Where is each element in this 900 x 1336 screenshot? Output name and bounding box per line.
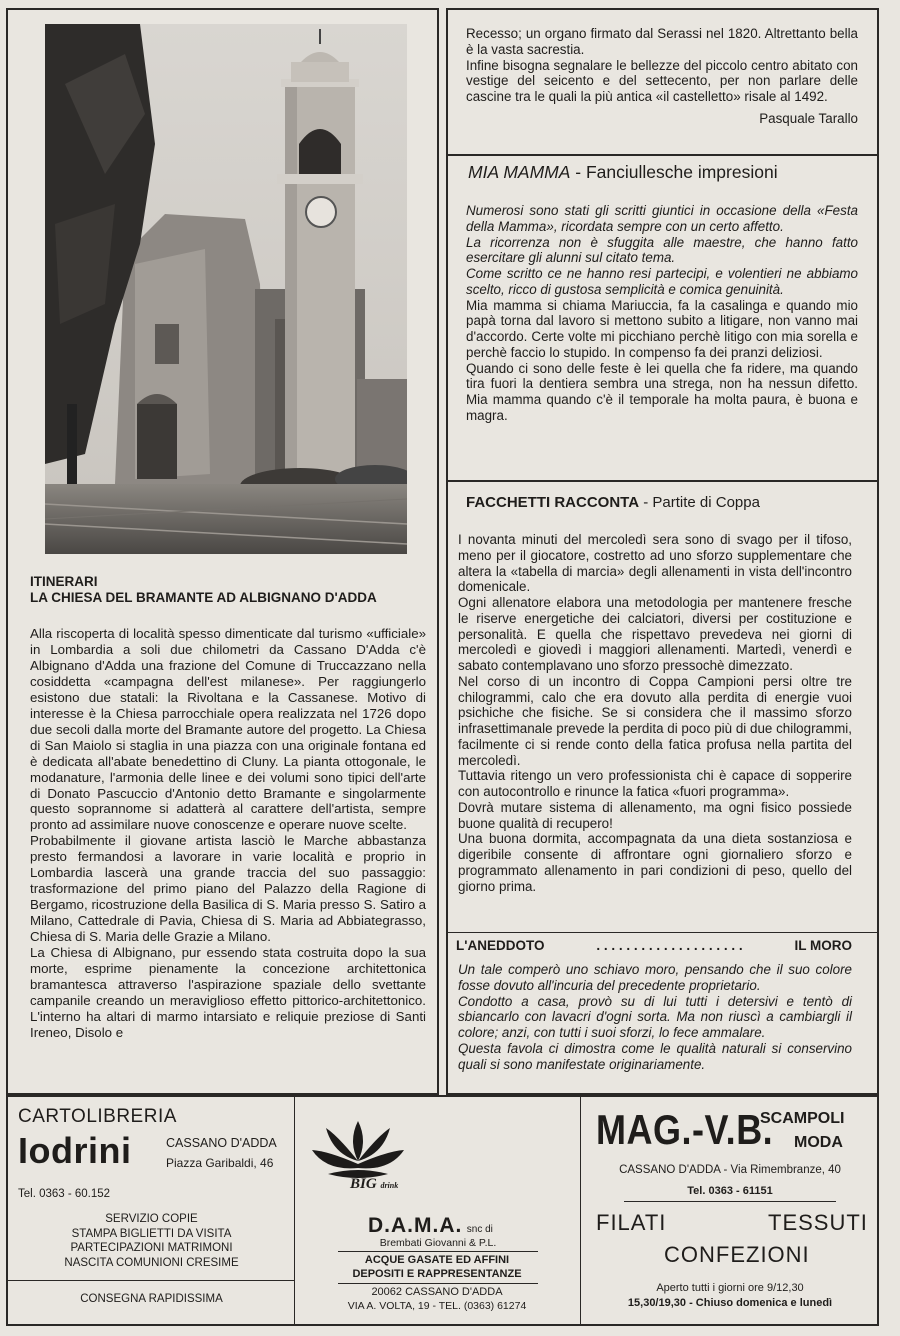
mag-phone: Tel. 0363 - 61151 [687,1185,773,1197]
ad-divider [294,1095,295,1326]
ad-cartolibreria [14,1100,289,1322]
facchetti-paragraph: Ogni allenatore elabora una metodologia per mantenere fresche le riserve energetiche dei calciatori, diversi per costituzione e personalità. E quella che rispettavo prevedeva nei giorni di mercoledì e giovedì i maggiori allenamenti. Martedì, venerdì e sabato contemplavano uno sforzo pressochè dimezzato. [458,595,852,673]
dama-line2: DEPOSITI E RAPPRESENTANZE [352,1268,522,1280]
mag-divider [624,1201,836,1202]
mag-name: MAG.-V.B. [596,1106,774,1154]
facchetti-paragraph: Una buona dormita, accompagnata da una dieta sostanziosa e digeribile consente di affrontare ogni giornaliero sforzo e programmato allenamento in pari condizioni di peso, quello del giorno prima. [458,831,852,894]
continuation-author: Pasquale Tarallo [759,110,858,126]
mamma-intro: Come scritto ce ne hanno resi partecipi, e volentieri ne abbiamo scelto, ricco di gustosa semplicità e comica genuinità. [466,266,858,297]
ad-mag-vb [584,1100,876,1322]
dama-suffix: snc di [466,1224,493,1235]
mag-hours2: 15,30/19,30 - Chiuso domenica e lunedì [627,1297,833,1309]
mag-filati: FILATI [596,1210,667,1235]
aneddoto-dots: . . . . . . . . . . . . . . . . . . . . [596,938,743,953]
cartolibreria-phone: Tel. 0363 - 60.152 [18,1188,111,1200]
itinerari-paragraph: Probabilmente il giovane artista lasciò le Marche abbastanza presto fermandosi a lavorare in varie località e proprio in Lombardia lascerà una grande traccia del suo passaggio: trasformazione del primo piano del Palazzo della Ragione di Bergamo, ricostruzione della Basilica di S. Maria presso S. Satiro a Milano, Cattedrale di Pavia, Chiesa di S. Maria ad Abbiategrasso, Chiesa di S. Maria delle Grazie a Milano. [30,833,426,945]
aneddoto-title: IL MORO [794,938,852,953]
itinerari-paragraph: La Chiesa di Albignano, pur essendo stata costruita dopo la sua morte, esprime pienamente la concezione architettonica bramantesca attraverso l'aspirazione spaziale dello svettante campanile creando un meraviglioso effetto pittorico-architettonico. L'interno ha altari di marmo intarsiato e reliquie preziose di Santi Ireneo, Disolo e [30,945,426,1040]
facchetti-paragraph: Dovrà mutare sistema di allenamento, ma ogni fisico possiede buone qualità di recupero! [458,799,852,831]
cartolibreria-services [14,1212,289,1270]
mamma-intro: La ricorrenza non è sfuggita alle maestre, che hanno fatto esercitare gli alunni sul citato tema. [466,234,858,266]
aneddoto-body [458,962,852,1073]
facchetti-paragraph: I novanta minuti del mercoledì sera sono di svago per il tifoso, meno per il giocatore, costretto ad uno sforzo supplementare che altera la «tabella di marcia» degli allenamenti in vista dell'incontro domenicale. [458,532,852,595]
aneddoto-label: L'ANEDDOTO [456,938,545,953]
mag-tag2: MODA [794,1134,843,1151]
aneddoto-paragraph: Questa favola ci dimostra come le qualità naturali si conservino quali si sono manifestate originariamente. [458,1040,852,1072]
itinerari-body [30,626,426,1041]
dama-name: D.A.M.A. [368,1214,463,1237]
facchetti-heading [466,494,866,511]
facchetti-title: FACCHETTI RACCONTA [466,494,640,511]
ad-dama [298,1100,576,1322]
itinerari-heading [30,574,430,606]
facchetti-paragraph: Nel corso di un incontro di Coppa Campioni persi oltre tre chilogrammi, calo che era dovuto alla perdita di energie vuoi psichiche che fisiche. Se si considera che il massimo sforzo infrasettimanale prevede la perdita di poco più di due chilogrammi, facilmente ci si rende conto della fatica profusa nella partita del mercoledì. [458,673,852,768]
itinerari-kicker: ITINERARI [30,574,98,589]
dama-divider [338,1283,538,1284]
big-logo-small: drink [380,1181,399,1190]
mamma-title: MIA MAMMA [468,162,571,182]
cartolibreria-city: CASSANO D'ADDA [166,1136,277,1150]
mamma-body [466,203,858,424]
cartolibreria-address: Piazza Garibaldi, 46 [166,1156,274,1170]
mag-tessuti: TESSUTI [768,1210,868,1235]
mag-confezioni: CONFEZIONI [664,1242,810,1267]
cartolibreria-service: SERVIZIO COPIE [105,1213,198,1225]
dama-name-row [368,1214,493,1238]
dama-address1: 20062 CASSANO D'ADDA [371,1286,503,1298]
mamma-intro: Numerosi sono stati gli scritti giuntici in occasione della «Festa della Mamma», ricordata sempre con un certo affetto. [466,203,858,234]
itinerari-title: LA CHIESA DEL BRAMANTE AD ALBIGNANO D'ADDA [30,590,377,605]
mamma-subtitle: - Fanciullesche impresioni [575,162,778,182]
continuation-paragraph: Recesso; un organo firmato dal Serassi nel 1820. Altrettanto bella è la vasta sacrestia. [466,26,858,57]
cartolibreria-name: Iodrini [18,1130,132,1171]
church-photo [45,24,407,554]
big-logo [350,1176,398,1193]
mamma-heading [468,162,868,183]
mag-address: CASSANO D'ADDA - Via Rimembranze, 40 [619,1164,841,1176]
facchetti-body [458,532,852,894]
mag-hours1: Aperto tutti i giorni ore 9/12,30 [656,1282,804,1294]
aneddoto-paragraph: Condotto a casa, provò su di lui tutti i detersivi e tentò di sbiancarlo con lavacri d'ogni sorta. Ma non riuscì a cambiargli il colore; anzi, con tutti i suoi sforzi, lo fece ammalare. [458,993,852,1041]
dama-divider [338,1251,538,1252]
cartolibreria-service: NASCITA COMUNIONI CRESIME [64,1256,239,1269]
cartolibreria-service: PARTECIPAZIONI MATRIMONI [70,1242,233,1254]
aneddoto-divider [446,932,879,933]
dama-address2: VIA A. VOLTA, 19 - TEL. (0363) 61274 [347,1300,527,1312]
aneddoto-paragraph: Un tale comperò uno schiavo moro, pensando che il suo colore fosse dovuto all'incuria del precedente proprietario. [458,962,852,993]
itinerari-paragraph: Alla riscoperta di località spesso dimenticate dal turismo «ufficiale» in Lombardia a soli due chilometri da Cassano D'Adda c'è Albignano d'Adda una frazione del Comune di Truccazzano nella cosiddetta «campagna dell'est milanese». Per raggiungerlo esistono due statali: la Rivoltana e la Cassanese. Motivo di interesse è la Chiesa parrocchiale opera realizzata nel 1726 dopo due secoli dalla morte del Bramante autore del progetto. La Chiesa di San Maiolo si staglia in una piazza con una originale fontana ed è dedicata all'abate benedettino di Cluny. La pianta ottogonale, le modanature, l'armonia delle linee e dei volumi sono tipici dell'arte di Donato Pascuccio d'Antonio detto Bramante e singolarmente questo soprannome si adatterà al carattere dell'artista, sempre pronto ad assimilare nuove conoscenze e operare nuove scelte. [30,626,426,833]
mag-tag1: SCAMPOLI [760,1110,845,1127]
cartolibreria-footer: CONSEGNA RAPIDISSIMA [80,1293,223,1305]
continuation-paragraph: Infine bisogna segnalare le bellezze del piccolo centro abitato con vestige del seicento e del settecento, per non parlare delle cascine tra le quali la più antica «il castelletto» risale al 1492. [466,57,858,105]
facchetti-subtitle: - Partite di Coppa [643,494,760,511]
cartolibreria-divider [6,1280,295,1281]
aneddoto-heading [456,938,852,953]
mamma-paragraph: Mia mamma si chiama Mariuccia, fa la casalinga e quando mio papà torna dal lavoro si mettono subito a litigare, non vanno mai d'accordo. Certe volte mi picchiano perchè litigo con mia sorella e perchè faccio lo stupido. In compenso fa dei pranzi deliziosi. [466,297,858,360]
facchetti-paragraph: Tuttavia ritengo un vero professionista chi è capace di sopperire con autocontrollo e rinunce la fatica «fuori programma». [458,768,852,799]
cartolibreria-service: STAMPA BIGLIETTI DA VISITA [71,1227,232,1240]
mamma-paragraph: Quando ci sono delle feste è lei quella che fa ridere, ma quando tira fuori la dentiera sembra una strega, non ha nessun difetto. Mia mamma quando c'è il temporale ha molta paura, è buona e magra. [466,360,858,423]
dama-owners: Brembati Giovanni & P.L. [379,1237,497,1249]
dama-line1: ACQUE GASATE ED AFFINI [364,1254,510,1266]
big-logo-text: BIG [350,1176,377,1192]
continuation-body [466,26,858,127]
ad-divider [580,1095,581,1326]
cartolibreria-label: CARTOLIBRERIA [18,1106,177,1127]
